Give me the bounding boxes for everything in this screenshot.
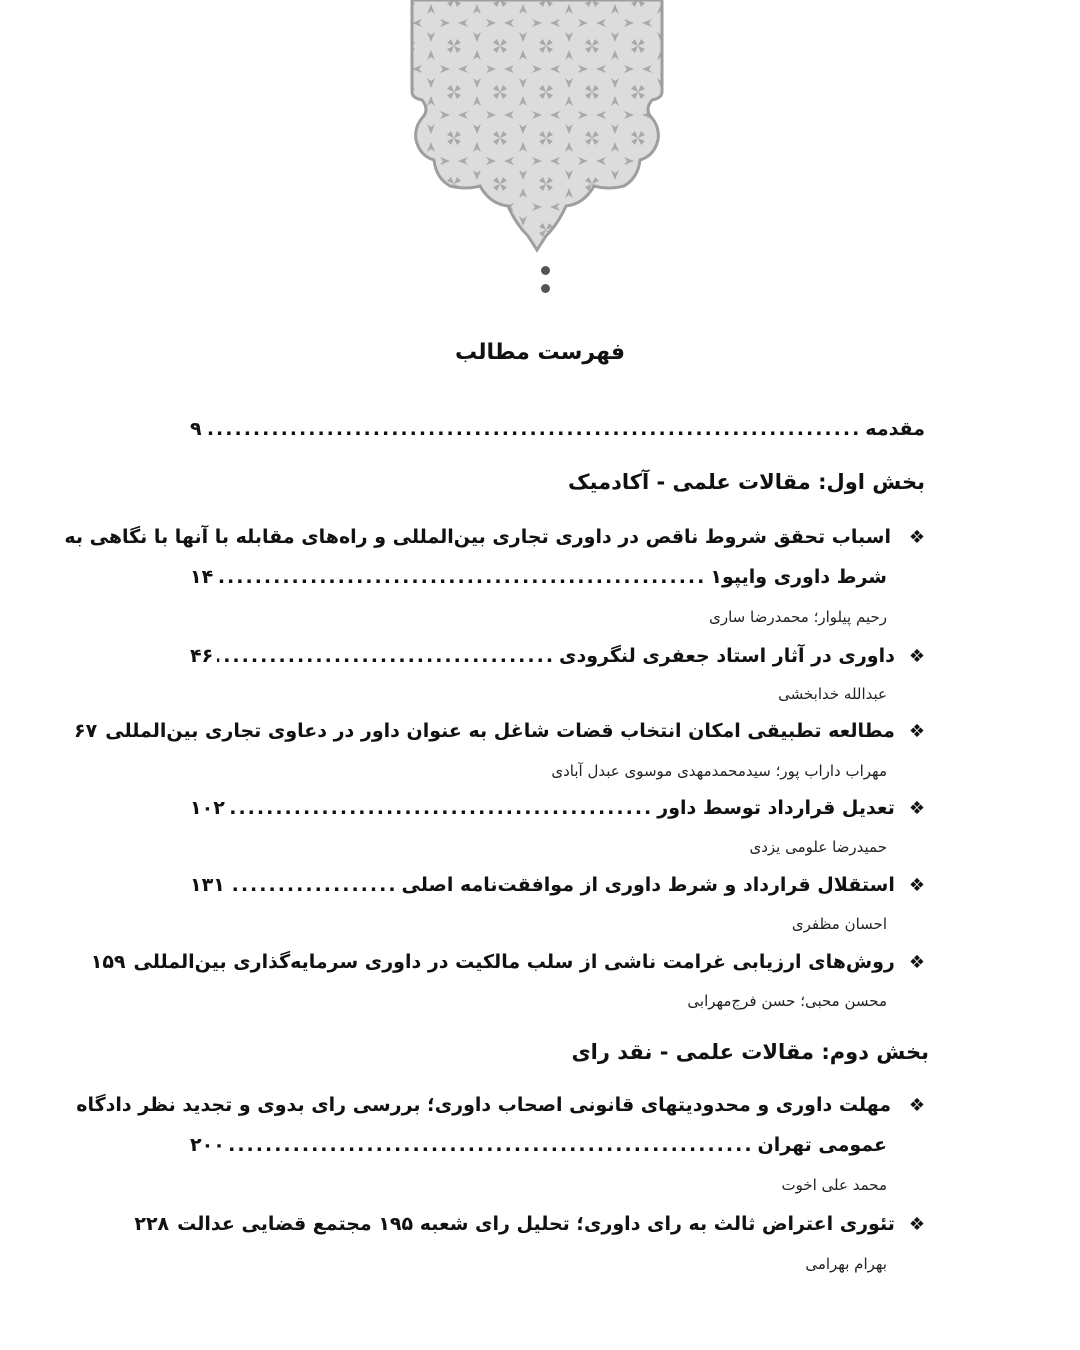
- entry-authors: حمیدرضا علومی یزدی: [749, 838, 887, 856]
- page-number: ۶۷: [74, 720, 98, 742]
- toc-entry[interactable]: [134, 1213, 925, 1235]
- dot-icon: [541, 284, 550, 293]
- entry-title: تئوری اعتراض ثالث به رای داوری؛ تحلیل رای شعبه ۱۹۵ مجتمع قضایی عدالت: [177, 1213, 895, 1235]
- bullet-diamond-icon: ❖: [908, 1214, 925, 1235]
- toc-entry[interactable]: [90, 951, 925, 973]
- bullet-diamond-icon: ❖: [908, 1095, 925, 1116]
- entry-authors: احسان مظفری: [791, 915, 887, 933]
- dot-leader: [229, 797, 653, 819]
- bullet-diamond-icon: ❖: [908, 646, 925, 667]
- page-number: ۱۳۱: [190, 874, 225, 896]
- page-number: ۱۴: [190, 566, 214, 588]
- dot-icon: [541, 266, 550, 275]
- entry-title-line: اسباب تحقق شروط ناقص در داوری تجاری بین‌المللی و راه‌های مقابله با آنها با نگاهی به: [64, 526, 891, 548]
- toc-entry[interactable]: [190, 1134, 925, 1156]
- entry-authors: محسن محبی؛ حسن فرج‌مهرابی: [687, 992, 887, 1010]
- page-number: ۹: [190, 418, 202, 440]
- dot-leader: [206, 418, 862, 440]
- entry-authors: عبدالله خدابخشی: [778, 685, 887, 703]
- entry-title-line: مهلت داوری و محدودیتهای قانونی اصحاب داوری؛ بررسی رای بدوی و تجدید نظر دادگاه: [76, 1094, 891, 1116]
- toc-entry-line[interactable]: [76, 1094, 925, 1116]
- page-title: فهرست مطالب: [454, 340, 626, 365]
- bullet-diamond-icon: ❖: [908, 721, 925, 742]
- page-number: ۲۰۰: [190, 1134, 225, 1156]
- dot-leader: [217, 566, 706, 588]
- page-number: ۴۶: [190, 645, 214, 667]
- entry-title: شرط داوری وایپو۱: [710, 566, 887, 588]
- toc-entry-intro[interactable]: [190, 418, 925, 440]
- entry-authors: رحیم پیلوار؛ محمدرضا ساری: [709, 608, 887, 626]
- entry-title: استقلال قرارداد و شرط داوری از موافقت‌نامه اصلی: [401, 874, 895, 896]
- entry-title: داوری در آثار استاد جعفری لنگرودی: [559, 645, 895, 667]
- toc-entry[interactable]: [74, 720, 925, 742]
- entry-title: مقدمه: [865, 418, 925, 440]
- page-number: ۲۲۸: [134, 1213, 170, 1235]
- entry-title: مطالعه تطبیقی امکان انتخاب قضات شاغل به عنوان داور در دعاوی تجاری بین‌المللی: [105, 720, 895, 742]
- entry-title: روش‌های ارزیابی غرامت ناشی از سلب مالکیت در داوری سرمایه‌گذاری بین‌المللی: [133, 951, 895, 973]
- entry-authors: بهرام بهرامی: [805, 1255, 887, 1273]
- bullet-diamond-icon: ❖: [908, 527, 925, 548]
- bullet-diamond-icon: ❖: [908, 875, 925, 896]
- entry-authors: محمد علی اخوت: [781, 1176, 887, 1194]
- entry-title: تعدیل قرارداد توسط داور: [657, 797, 895, 819]
- bullet-diamond-icon: ❖: [908, 798, 925, 819]
- section-heading: بخش اول: مقالات علمی - آکادمیک: [568, 470, 925, 494]
- page-number: ۱۵۹: [90, 951, 126, 973]
- toc-entry[interactable]: [190, 874, 925, 896]
- entry-title: عمومی تهران: [757, 1134, 887, 1156]
- bullet-diamond-icon: ❖: [908, 952, 925, 973]
- toc-entry[interactable]: [190, 566, 925, 588]
- dot-leader: [229, 1134, 754, 1156]
- toc-entry-line[interactable]: [64, 526, 925, 548]
- divider-dots: [541, 266, 551, 302]
- entry-authors: مهراب داراب پور؛ سیدمحمدمهدی موسوی عبدل آبادی: [551, 762, 887, 780]
- page-number: ۱۰۲: [190, 797, 225, 819]
- dot-leader: [217, 645, 555, 667]
- toc-entry[interactable]: [190, 797, 925, 819]
- arabesque-ornament-icon: [408, 0, 666, 256]
- dot-leader: [229, 874, 398, 896]
- toc-entry[interactable]: [190, 645, 925, 667]
- section-heading: بخش دوم: مقالات علمی - نقد رای: [571, 1040, 929, 1064]
